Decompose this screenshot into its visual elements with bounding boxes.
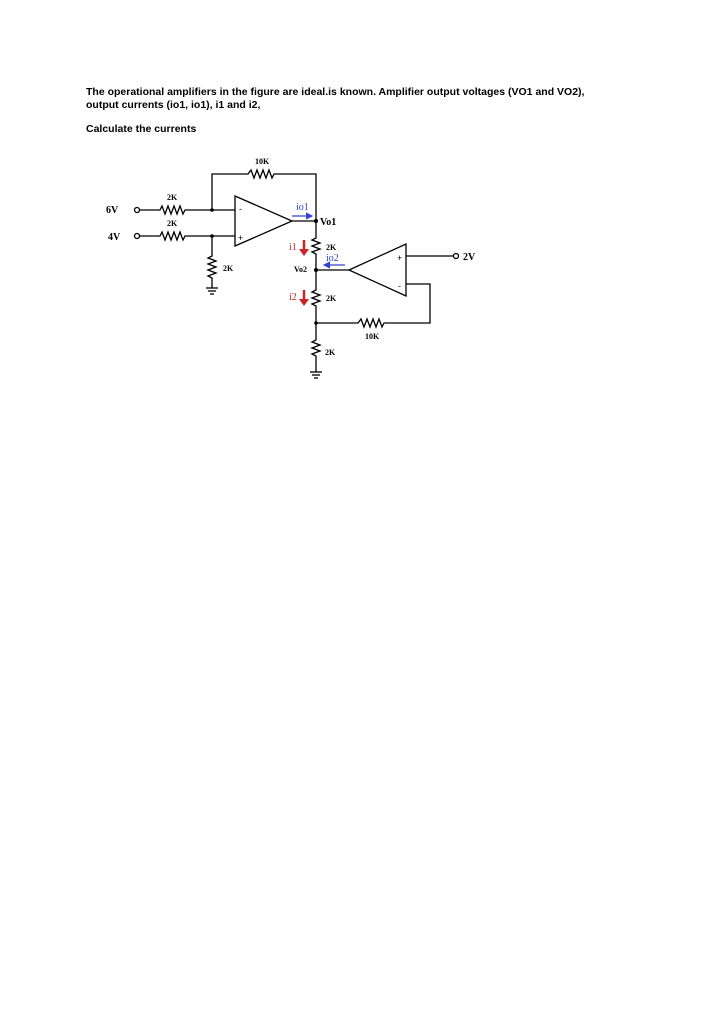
source-4v-terminal xyxy=(135,234,140,239)
vo2-label: Vo2 xyxy=(294,265,308,274)
source-6v-label: 6V xyxy=(106,205,119,216)
vo1-label: Vo1 xyxy=(320,217,337,228)
io2-label: io2 xyxy=(326,253,339,264)
source-2v-label: 2V xyxy=(463,252,476,263)
resistor-ground-plus-label: 2K xyxy=(223,264,234,273)
i2-arrow xyxy=(299,290,309,306)
feedback-2-label: 10K xyxy=(365,332,380,341)
io1-label: io1 xyxy=(296,202,309,213)
ground-symbol-2 xyxy=(310,372,322,378)
feedback-1-wire xyxy=(212,170,316,221)
resistor-i1-label: 2K xyxy=(326,243,337,252)
resistor-ground-plus xyxy=(208,236,216,288)
feedback-1-label: 10K xyxy=(255,157,270,166)
ground-symbol-1 xyxy=(206,288,218,294)
resistor-bottom xyxy=(312,323,320,372)
statement-line-2: output currents (io1, io1), i1 and i2, xyxy=(86,99,261,111)
resistor-i2 xyxy=(312,270,320,323)
resistor-i1 xyxy=(312,221,320,270)
source-2v-terminal xyxy=(454,254,459,259)
source-6v-terminal xyxy=(135,208,140,213)
opamp-1-plus: + xyxy=(238,233,244,243)
source-4v-label: 4V xyxy=(108,232,121,243)
problem-prompt: Calculate the currents xyxy=(86,123,197,135)
resistor-in-minus xyxy=(140,206,235,214)
i2-label: i2 xyxy=(289,292,297,303)
opamp-1-minus: - xyxy=(239,204,242,214)
resistor-in-plus-label: 2K xyxy=(167,219,178,228)
resistor-in-plus xyxy=(140,232,235,240)
opamp-2-minus: - xyxy=(398,281,401,291)
statement-line-1: The operational amplifiers in the figure are ideal.is known. Amplifier output voltages (VO1 and VO2), xyxy=(86,86,585,98)
resistor-bottom-label: 2K xyxy=(325,348,336,357)
i1-arrow xyxy=(299,240,309,256)
i1-label: i1 xyxy=(289,242,297,253)
feedback-2-wire xyxy=(316,284,430,327)
opamp-2-plus: + xyxy=(397,253,403,263)
resistor-in-minus-label: 2K xyxy=(167,193,178,202)
resistor-i2-label: 2K xyxy=(326,294,337,303)
opamp-1 xyxy=(235,196,292,246)
